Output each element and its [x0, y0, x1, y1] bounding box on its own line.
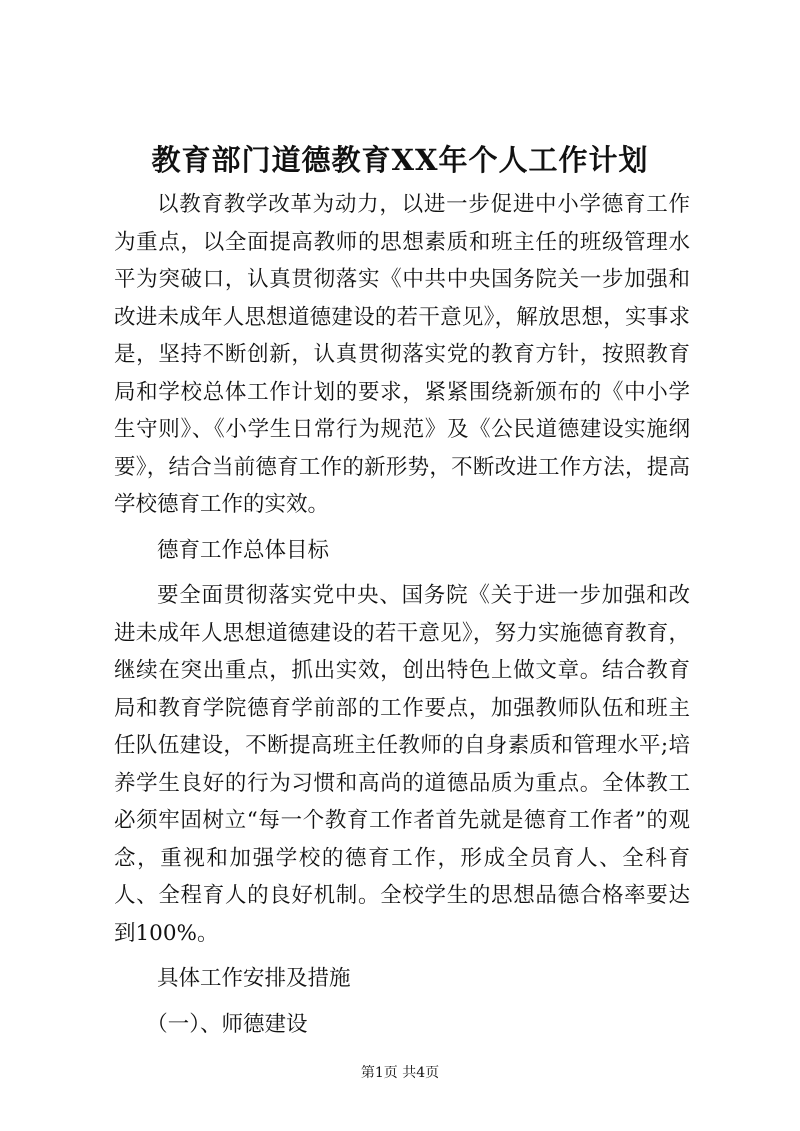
subsection-heading-teacher-ethics: （一）、师德建设: [146, 1011, 308, 1037]
section-heading-measures: 具体工作安排及措施: [157, 966, 351, 991]
document-body: [114, 186, 690, 1043]
intro-paragraph: 以教育教学改革为动力，以进一步促进中小学德育工作为重点，以全面提高教师的思想素质和班主任的班级管理水平为突破口，认真贯彻落实《中共中央国务院关一步加强和改进未成年人思想道德建设的若干意见》，解放思想，实事求是，坚持不断创新，认真贯彻落实党的教育方针，按照教育局和学校总体工作计划的要求，紧紧围绕新颁布的《中小学生守则》、《小学生日常行为规范》及《公民道德建设实施纲要》，结合当前德育工作的新形势，不断改进工作方法，提高学校德育工作的实效。: [114, 192, 690, 517]
page-title: 教育部门道德教育XX年个人工作计划: [151, 143, 649, 177]
goals-paragraph: 要全面贯彻落实党中央、国务院《关于进一步加强和改进未成年人思想道德建设的若干意见》，努力实施德育教育，继续在突出重点，抓出实效，创出特色上做文章。结合教育局和教育学院德育学前部的工作要点，加强教师队伍和班主任队伍建设，不断提高班主任教师的自身素质和管理水平;培养学生良好的行为习惯和高尚的道德品质为重点。全体教工必须牢固树立“每一个教育工作者首先就是德育工作者”的观念，重视和加强学校的德育工作，形成全员育人、全科育人、全程育人的良好机制。全校学生的思想品德合格率要达到100%。: [114, 583, 690, 946]
section-heading-goals: 德育工作总体目标: [157, 537, 330, 563]
page-footer: 第1页 共4页: [360, 1065, 440, 1081]
